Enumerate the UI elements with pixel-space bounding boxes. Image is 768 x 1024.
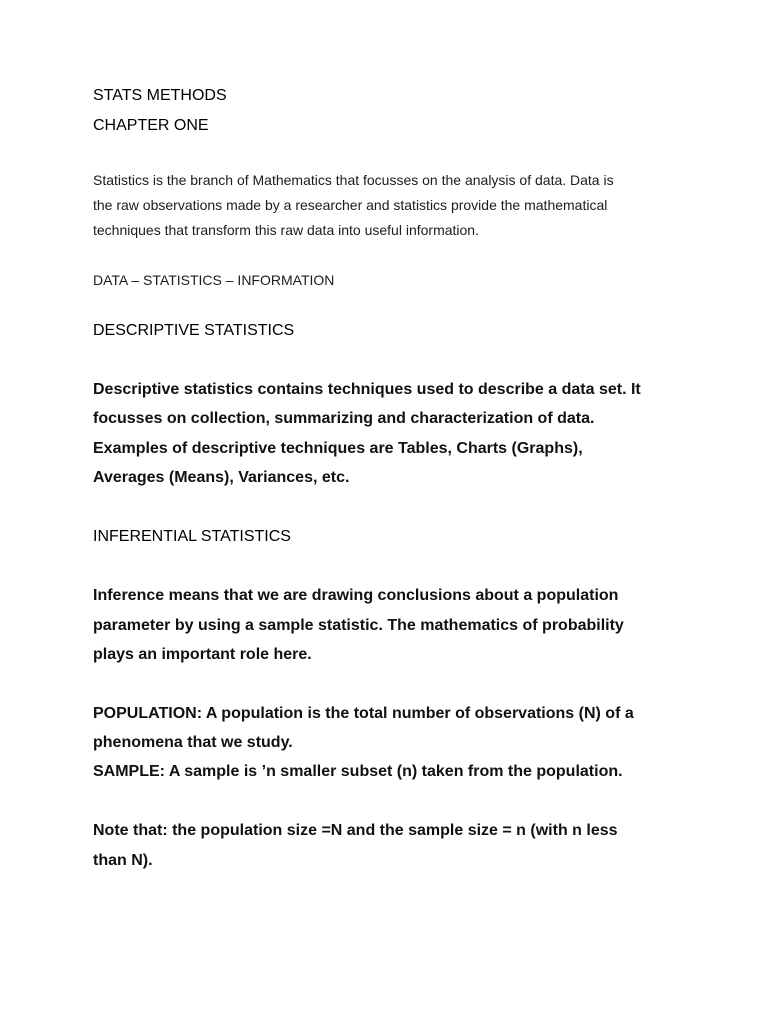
descriptive-line-3: Examples of descriptive techniques are Tables, Charts (Graphs), xyxy=(93,440,583,457)
inferential-heading: INFERENTIAL STATISTICS xyxy=(93,528,291,545)
population-definition-line-2: phenomena that we study. xyxy=(93,734,293,751)
inferential-line-3: plays an important role here. xyxy=(93,646,312,663)
intro-line-2: the raw observations made by a researcher and statistics provide the mathematical xyxy=(93,197,608,213)
descriptive-line-1: Descriptive statistics contains techniques used to describe a data set. It xyxy=(93,381,641,398)
population-definition-line-1: POPULATION: A population is the total number of observations (N) of a xyxy=(93,705,634,722)
inferential-line-2: parameter by using a sample statistic. The mathematics of probability xyxy=(93,617,624,634)
chapter-heading: CHAPTER ONE xyxy=(93,117,209,134)
descriptive-heading: DESCRIPTIVE STATISTICS xyxy=(93,322,295,339)
note-line-1: Note that: the population size =N and the sample size = n (with n less xyxy=(93,822,618,839)
document-title: STATS METHODS xyxy=(93,87,227,104)
descriptive-line-2: focusses on collection, summarizing and characterization of data. xyxy=(93,410,595,427)
intro-line-1: Statistics is the branch of Mathematics that focusses on the analysis of data. Data is xyxy=(93,172,614,188)
inferential-line-1: Inference means that we are drawing conclusions about a population xyxy=(93,587,619,604)
note-line-2: than N). xyxy=(93,852,153,869)
intro-line-3: techniques that transform this raw data into useful information. xyxy=(93,222,479,238)
descriptive-line-4: Averages (Means), Variances, etc. xyxy=(93,469,350,486)
data-flow-line: DATA – STATISTICS – INFORMATION xyxy=(93,272,335,288)
sample-definition-line: SAMPLE: A sample is ’n smaller subset (n) taken from the population. xyxy=(93,763,623,780)
